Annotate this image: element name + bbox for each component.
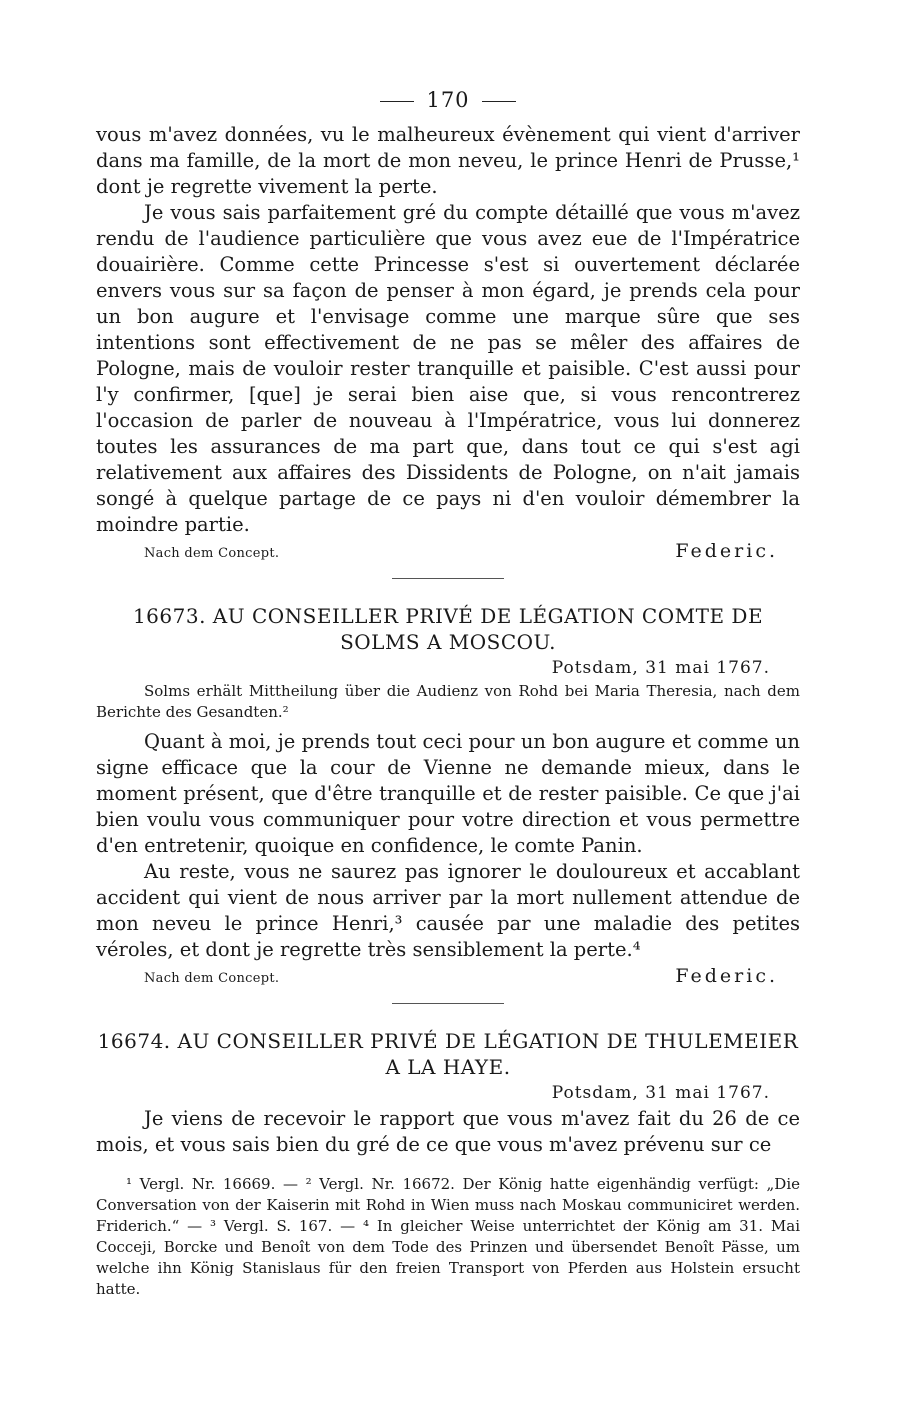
paragraph: Je viens de recevoir le rapport que vous m'avez fait du 26 de ce mois, et vous sais bien du gré de ce que vous m'avez prévenu sur ce: [96, 1107, 800, 1156]
source-note: Nach dem Concept.: [144, 971, 280, 986]
paragraph-continued: vous m'avez données, vu le malheureux évènement qui vient d'arriver dans ma famille, de la mort de mon neveu, le prince Henri de Prusse,¹ dont je regrette vivement la perte.: [96, 123, 800, 198]
signature-block: [96, 965, 800, 991]
page-header: [96, 82, 800, 122]
paragraph: Je vous sais parfaitement gré du compte détaillé que vous m'avez rendu de l'audience particulière que vous avez eue de l'Impératrice douairière. Comme cette Princesse s'est si ouvertement déclarée envers vous sur sa façon de penser à mon égard, je prends cela pour un bon augure et l'envisage comme une marque sûre que ses intentions sont effectivement de ne pas se mêler des affaires de Pologne, mais de vouloir rester tranquille et paisible. C'est aussi pour l'y confirmer, [que] je serai bien aise que, si vous rencontrerez l'occasion de parler de nouveau à l'Impératrice, vous lui donnerez toutes les assurances de ma part que, dans tout ce qui s'est agi relativement aux affaires des Dissidents de Pologne, on n'ait jamais songé à quelque partage de ce pays ni d'en vouloir démembrer la moindre partie.: [96, 201, 800, 536]
header-dash-left: [380, 101, 414, 102]
footnotes: [96, 1174, 800, 1300]
letter-title-16674: 16674. AU CONSEILLER PRIVÉ DE LÉGATION DE THULEMEIER A LA HAYE.: [97, 1029, 799, 1079]
paragraph: Au reste, vous ne saurez pas ignorer le douloureux et accablant accident qui vient de nous arriver par la mort nullement attendue de mon neveu le prince Henri,³ causée par une maladie des petites véroles, et dont je regrette très sensiblement la perte.⁴: [96, 860, 800, 961]
header-dash-right: [482, 101, 516, 102]
page-number: 170: [426, 88, 470, 112]
signature-block: [96, 540, 800, 566]
signature: Federic.: [675, 540, 778, 562]
page-body: [96, 82, 800, 1158]
section-divider: [392, 1003, 504, 1004]
source-note: Nach dem Concept.: [144, 546, 280, 561]
letter-title-16673: 16673. AU CONSEILLER PRIVÉ DE LÉGATION COMTE DE SOLMS A MOSCOU.: [132, 604, 764, 654]
footnote-text: ¹ Vergl. Nr. 16669. — ² Vergl. Nr. 16672. Der König hatte eigenhändig verfügt: „Die Conversation von der Kaiserin mit Rohd in Wien muss nach Moskau communiciret werden. Friderich.“ — ³ Vergl. S. 167. — ⁴ In gleicher Weise unterrichtet der König am 31. Mai Cocceji, Borcke und Benoît von dem Tode des Prinzen und übersendet Benoît Pässe, um welche ihn König Stanislaus für den freien Transport von Pferden aus Holstein ersucht hatte.: [96, 1175, 800, 1298]
dateline-16673: Potsdam, 31 mai 1767.: [551, 658, 770, 678]
signature: Federic.: [675, 965, 778, 987]
paragraph: Quant à moi, je prends tout ceci pour un bon augure et comme un signe efficace que la cour de Vienne ne demande mieux, dans le moment présent, que d'être tranquille et de rester paisible. Ce que j'ai bien voulu vous communiquer pour votre direction et vous permettre d'en entretenir, quoique en confidence, le comte Panin.: [96, 730, 800, 857]
letter-summary: Solms erhält Mittheilung über die Audienz von Rohd bei Maria Theresia, nach dem Berichte des Gesandten.²: [96, 682, 800, 721]
section-divider: [392, 578, 504, 579]
dateline-16674: Potsdam, 31 mai 1767.: [551, 1083, 770, 1103]
